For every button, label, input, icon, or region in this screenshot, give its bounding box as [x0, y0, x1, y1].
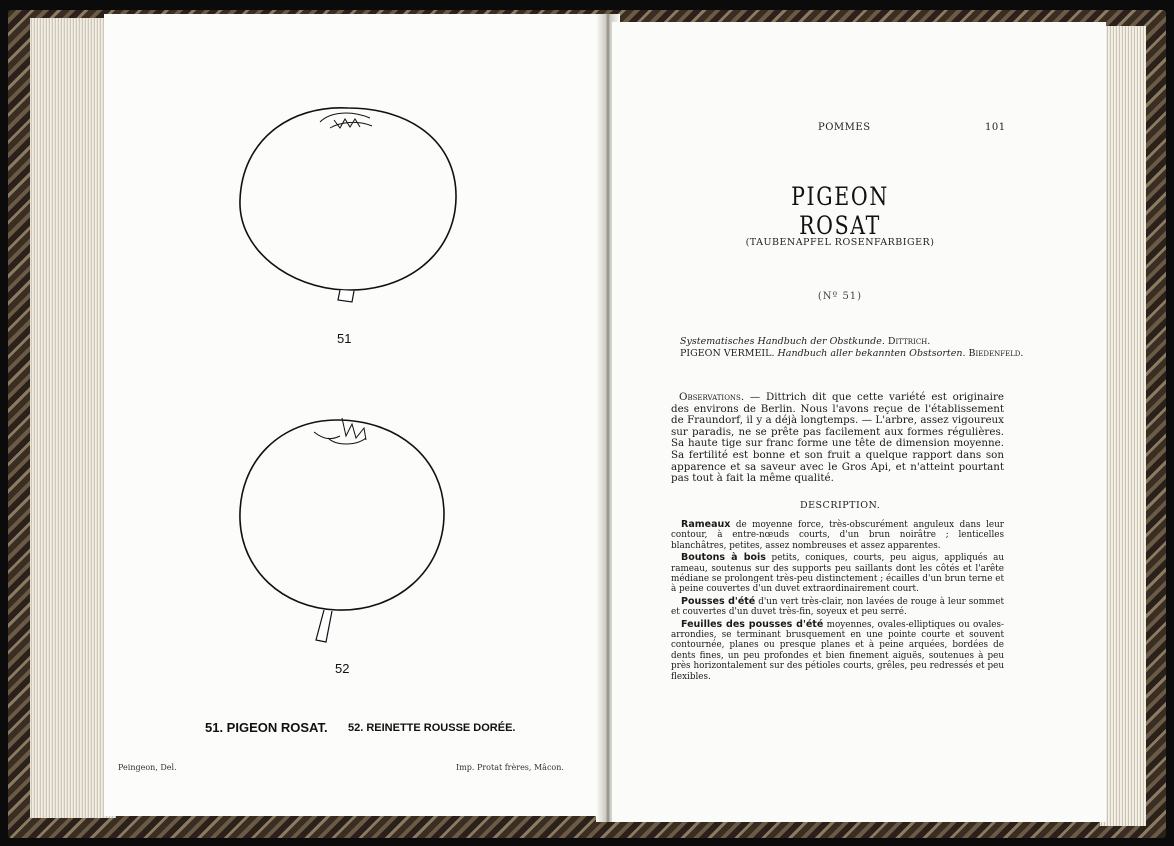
description-paragraph — [671, 620, 1004, 682]
reference-1-title: Systematisches Handbuch der Obstkunde — [680, 336, 882, 347]
page-subtitle: (TAUBENAPFEL ROSENFARBIGER) — [745, 237, 935, 248]
observations-paragraph — [671, 392, 1004, 485]
figure-number-52: 52 — [335, 661, 350, 676]
running-head: POMMES — [818, 122, 871, 133]
reference-2-name: PIGEON VERMEIL. — [680, 348, 778, 359]
description-paragraph — [671, 520, 1004, 551]
description-text: d'un vert très-clair, non lavées de rouge à leur sommet et couvertes d'un duvet très-fin, soyeux et peu serré. — [671, 596, 1004, 618]
description-text: moyennes, ovales-elliptiques ou ovales-arrondies, se terminant brusquement en une pointe courte et souvent contournée, planes ou presque planes et à peine arquées, bordées de dents fines, un peu profondes et bien finement aiguës, soutenues à peu près horizontalement sur des pétioles courts, grêles, peu redressés et peu flexibles. — [671, 619, 1004, 682]
reference-2-author: . Biedenfeld. — [962, 348, 1024, 359]
caption-reinette-rousse: 52. REINETTE ROUSSE DORÉE. — [348, 722, 516, 734]
reference-1-author: . Dittrich. — [881, 336, 931, 347]
description-term: Pousses d'été — [681, 595, 756, 607]
variety-number: (Nº 51) — [817, 291, 863, 302]
credit-artist: Peingeon, Del. — [118, 763, 177, 772]
description-term: Feuilles des pousses d'été — [681, 618, 824, 630]
page-title: PIGEON ROSAT — [791, 182, 889, 240]
page-edges-right — [1100, 26, 1146, 826]
description-paragraph — [671, 597, 1004, 618]
description-list — [671, 520, 1004, 684]
observations-label: Observations. — [679, 391, 745, 403]
description-heading: DESCRIPTION. — [800, 500, 881, 511]
page-number: 101 — [985, 122, 1006, 133]
reference-1 — [680, 336, 930, 347]
credit-printer: Imp. Protat frères, Mâcon. — [456, 763, 564, 772]
reference-2-title: Handbuch aller bekannten Obstsorten — [777, 348, 963, 359]
caption-pigeon-rosat: 51. PIGEON ROSAT. — [205, 720, 328, 735]
apple-illustration-51 — [230, 100, 470, 310]
observations-text: — Dittrich dit que cette variété est originaire des environs de Berlin. Nous l'avons reçue de l'établissement de Fraundorf, il y a déjà longtemps. — L'arbre, assez vigoureux sur paradis, ne se prête pas facilement aux formes régulières. Sa haute tige sur franc forme une tête de dimension moyenne. Sa fertilité est bonne et son fruit a quelque rapport dans son apparence et sa saveur avec le Gros Api, et n'atteint pourtant pas tout à fait la même qualité. — [671, 391, 1004, 485]
description-text: petits, coniques, courts, peu aigus, appliqués au rameau, soutenus sur des supports peu saillants dont les côtés et l'arête médiane se prolongent très-peu distinctement ; écailles d'un brun terne et à peine couvertes d'un duvet extraordinairement court. — [671, 553, 1005, 595]
apple-illustration-52 — [232, 410, 452, 650]
reference-2 — [680, 348, 1023, 359]
description-text: de moyenne force, très-obscurément anguleux dans leur contour, à entre-nœuds courts, d'un brun noirâtre ; lenticelles blanchâtres, petites, assez nombreuses et assez apparentes. — [671, 520, 1004, 551]
figure-number-51: 51 — [337, 331, 352, 346]
description-term: Rameaux — [681, 519, 731, 530]
description-paragraph — [671, 553, 1004, 595]
description-term: Boutons à bois — [681, 552, 766, 564]
